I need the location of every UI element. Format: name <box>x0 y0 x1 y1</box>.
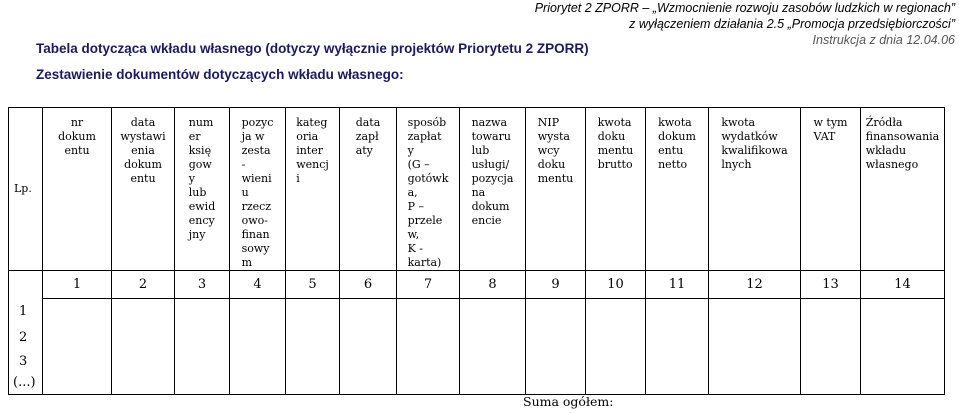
col-header <box>709 108 801 271</box>
row-number-cell <box>9 271 43 299</box>
document-header <box>535 0 955 48</box>
header-exclusion: z wyłączeniem działania 2.5 „Promocja przedsiębiorczości” <box>629 17 955 31</box>
column-number: 3 <box>175 271 230 299</box>
column-number: 12 <box>709 271 801 299</box>
column-number: 7 <box>397 271 460 299</box>
row-number: 1 <box>9 299 43 325</box>
col-header-label: data zapł aty <box>355 116 381 157</box>
col-header-label: w tym VAT <box>813 116 848 143</box>
col-header <box>397 108 460 271</box>
table-row <box>9 325 945 351</box>
col-header-label: kwota doku mentu brutto <box>597 116 634 171</box>
page-title: Tabela dotycząca wkładu własnego (dotyczy wyłącznie projektów Priorytetu 2 ZPORR) <box>36 41 589 56</box>
col-header <box>175 108 230 271</box>
column-number: 4 <box>230 271 286 299</box>
col-header <box>526 108 586 271</box>
col-header-label: kateg oria inter wencj i <box>296 116 329 185</box>
col-header <box>460 108 526 271</box>
col-header-label: kwota dokum entu netto <box>658 116 696 171</box>
row-number: 2 <box>9 325 43 351</box>
col-header <box>646 108 709 271</box>
col-header-label: pozyc ja w zesta - wieni u rzecz owo- finan sowy m <box>241 116 274 269</box>
column-number: 2 <box>112 271 175 299</box>
col-header-label: num er księ gow y lub ewid ency jny <box>188 116 216 241</box>
own-contribution-table <box>8 107 945 395</box>
col-header <box>43 108 112 271</box>
col-header-label: Źródła finansowania wkładu własnego <box>865 116 940 171</box>
column-number: 13 <box>801 271 861 299</box>
col-header <box>112 108 175 271</box>
col-header <box>286 108 340 271</box>
column-number: 5 <box>286 271 340 299</box>
header-priority: Priorytet 2 ZPORR – „Wzmocnienie rozwoju zasobów ludzkich w regionach” <box>534 1 955 15</box>
col-header-label: NIP wysta wcy doku mentu <box>537 116 574 185</box>
header-instruction-date: Instrukcja z dnia 12.04.06 <box>812 33 955 47</box>
column-number: 10 <box>586 271 646 299</box>
col-header-label: sposób zapłat y (G – gotówk a, P – przele w, K - karta) <box>407 116 449 269</box>
col-header-label: kwota wydatków kwalifikowa lnych <box>721 116 788 171</box>
table-row <box>9 351 945 373</box>
col-header-label: nazwa towaru lub usługi/ pozycja na dokum encie <box>471 116 514 227</box>
table-row <box>9 373 945 395</box>
table-header-row <box>9 108 945 271</box>
col-header <box>586 108 646 271</box>
column-number: 6 <box>340 271 397 299</box>
sum-total-label: Suma ogółem: <box>523 394 614 409</box>
col-header-lp: Lp. <box>9 108 43 271</box>
page-subtitle: Zestawienie dokumentów dotyczących wkładu własnego: <box>36 67 404 82</box>
row-number: 3 <box>9 351 43 373</box>
col-header-label: nr dokum entu <box>58 116 96 157</box>
column-number: 9 <box>526 271 586 299</box>
col-header <box>230 108 286 271</box>
column-number-row <box>9 271 945 299</box>
table-row <box>9 299 945 325</box>
column-number: 14 <box>861 271 945 299</box>
col-header <box>340 108 397 271</box>
col-header <box>861 108 945 271</box>
col-header-label: data wystawi enia dokum entu <box>120 116 166 185</box>
row-number: (...) <box>9 373 43 395</box>
column-number: 11 <box>646 271 709 299</box>
column-number: 8 <box>460 271 526 299</box>
col-header <box>801 108 861 271</box>
column-number: 1 <box>43 271 112 299</box>
